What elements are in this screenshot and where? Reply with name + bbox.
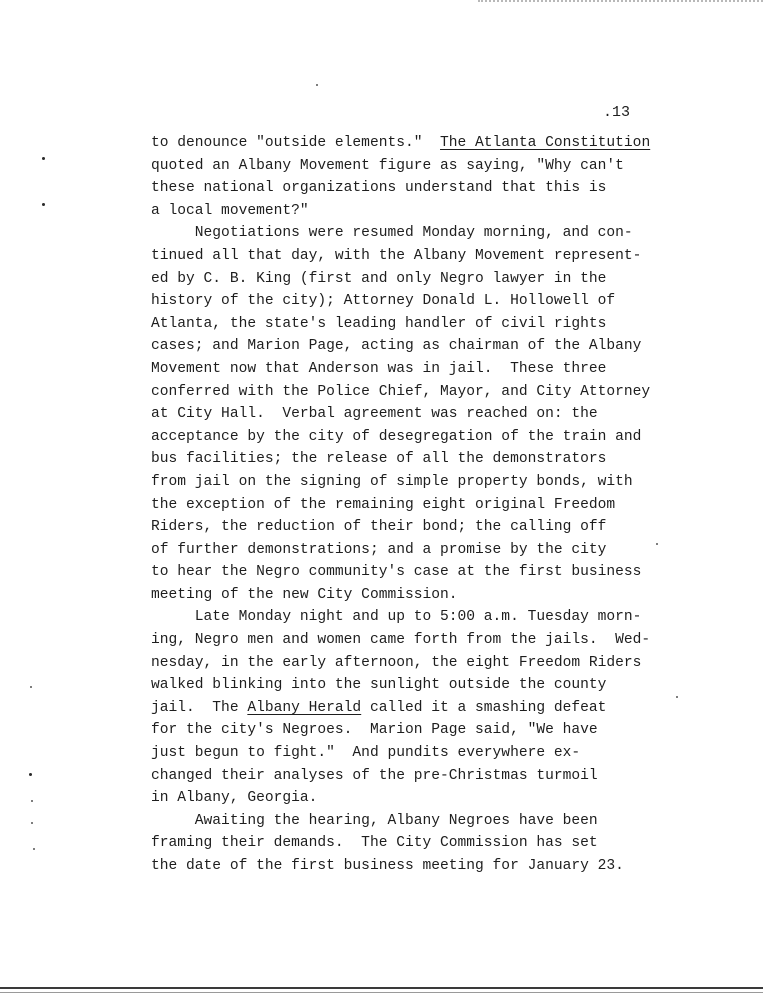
text-line: [151, 177, 671, 200]
scan-speck: [29, 773, 32, 776]
text-line: [151, 674, 671, 697]
text-segment: Late Monday night and up to 5:00 a.m. Tuesday morn-: [151, 609, 642, 626]
scan-speck: [676, 696, 678, 698]
text-segment: acceptance by the city of desegregation of the train and: [151, 428, 642, 445]
text-line: [151, 222, 671, 245]
text-segment: meeting of the new City Commission.: [151, 586, 458, 603]
text-line: [151, 403, 671, 426]
text-line: [151, 539, 671, 562]
bottom-edge-line: [0, 987, 763, 989]
text-segment: the exception of the remaining eight original Freedom: [151, 496, 616, 513]
text-segment: called it a smashing defeat: [361, 699, 607, 716]
text-line: [151, 855, 671, 878]
text-segment: history of the city); Attorney Donald L. Hollowell of: [151, 293, 616, 310]
text-segment: Awaiting the hearing, Albany Negroes have been: [151, 812, 598, 829]
text-segment: quoted an Albany Movement figure as saying, "Why can't: [151, 157, 624, 174]
text-segment: from jail on the signing of simple property bonds, with: [151, 473, 633, 490]
text-line: [151, 832, 671, 855]
text-segment: ing, Negro men and women came forth from the jails. Wed-: [151, 632, 651, 649]
text-line: [151, 132, 671, 155]
scan-speck: [656, 543, 658, 545]
text-segment: jail. The: [151, 699, 248, 716]
text-segment: walked blinking into the sunlight outside the county: [151, 677, 607, 694]
page-number: .13: [603, 104, 631, 121]
text-segment: to denounce "outside elements.": [151, 135, 441, 151]
underlined-title: Albany Herald: [247, 699, 362, 716]
text-segment: Negotiations were resumed Monday morning, and con-: [151, 225, 633, 242]
scan-speck: [42, 203, 45, 206]
text-segment: Riders, the reduction of their bond; the calling off: [151, 519, 607, 536]
text-line: [151, 652, 671, 675]
text-segment: of further demonstrations; and a promise by the city: [151, 541, 607, 558]
scan-speck: [31, 800, 33, 802]
text-segment: nesday, in the early afternoon, the eight Freedom Riders: [151, 654, 642, 671]
text-line: [151, 426, 671, 449]
text-line: [151, 697, 671, 720]
top-edge-dots: [478, 0, 763, 6]
text-line: [151, 787, 671, 810]
text-line: [151, 606, 671, 629]
text-segment: changed their analyses of the pre-Christmas turmoil: [151, 767, 598, 784]
text-segment: at City Hall. Verbal agreement was reached on: the: [151, 406, 598, 423]
text-segment: Movement now that Anderson was in jail. These three: [151, 360, 607, 377]
text-line: [151, 471, 671, 494]
text-line: [151, 155, 671, 178]
underlined-title: The Atlanta Constitution: [440, 135, 651, 151]
text-line: [151, 561, 671, 584]
scan-speck: [33, 848, 35, 850]
text-segment: framing their demands. The City Commission has set: [151, 835, 598, 852]
bottom-edge-line-thin: [0, 992, 763, 993]
text-line: [151, 629, 671, 652]
text-segment: ed by C. B. King (first and only Negro lawyer in the: [151, 270, 607, 287]
text-segment: cases; and Marion Page, acting as chairman of the Albany: [151, 338, 642, 355]
text-line: [151, 335, 671, 358]
text-segment: bus facilities; the release of all the demonstrators: [151, 451, 607, 468]
text-line: [151, 584, 671, 607]
text-segment: in Albany, Georgia.: [151, 790, 318, 807]
text-line: [151, 200, 671, 223]
text-segment: to hear the Negro community's case at the first business: [151, 564, 642, 581]
text-line: [151, 810, 671, 833]
text-line: [151, 494, 671, 517]
text-segment: these national organizations understand that this is: [151, 180, 607, 197]
text-segment: tinued all that day, with the Albany Movement represent-: [151, 247, 642, 264]
text-segment: conferred with the Police Chief, Mayor, and City Attorney: [151, 383, 651, 400]
text-line: [151, 448, 671, 471]
scan-speck: [42, 157, 45, 160]
text-segment: a local movement?": [151, 202, 309, 219]
scan-speck: [31, 822, 33, 824]
text-line: [151, 245, 671, 268]
text-segment: for the city's Negroes. Marion Page said, "We have: [151, 722, 598, 739]
body-text: [151, 132, 671, 878]
text-segment: Atlanta, the state's leading handler of civil rights: [151, 315, 607, 332]
scan-speck: [316, 84, 318, 86]
text-line: [151, 719, 671, 742]
text-line: [151, 268, 671, 291]
text-line: [151, 516, 671, 539]
scan-speck: [30, 686, 32, 688]
text-line: [151, 290, 671, 313]
text-line: [151, 742, 671, 765]
text-segment: the date of the first business meeting for January 23.: [151, 858, 624, 874]
text-line: [151, 358, 671, 381]
text-line: [151, 765, 671, 788]
text-line: [151, 313, 671, 336]
text-segment: just begun to fight." And pundits everywhere ex-: [151, 745, 581, 762]
text-line: [151, 381, 671, 404]
